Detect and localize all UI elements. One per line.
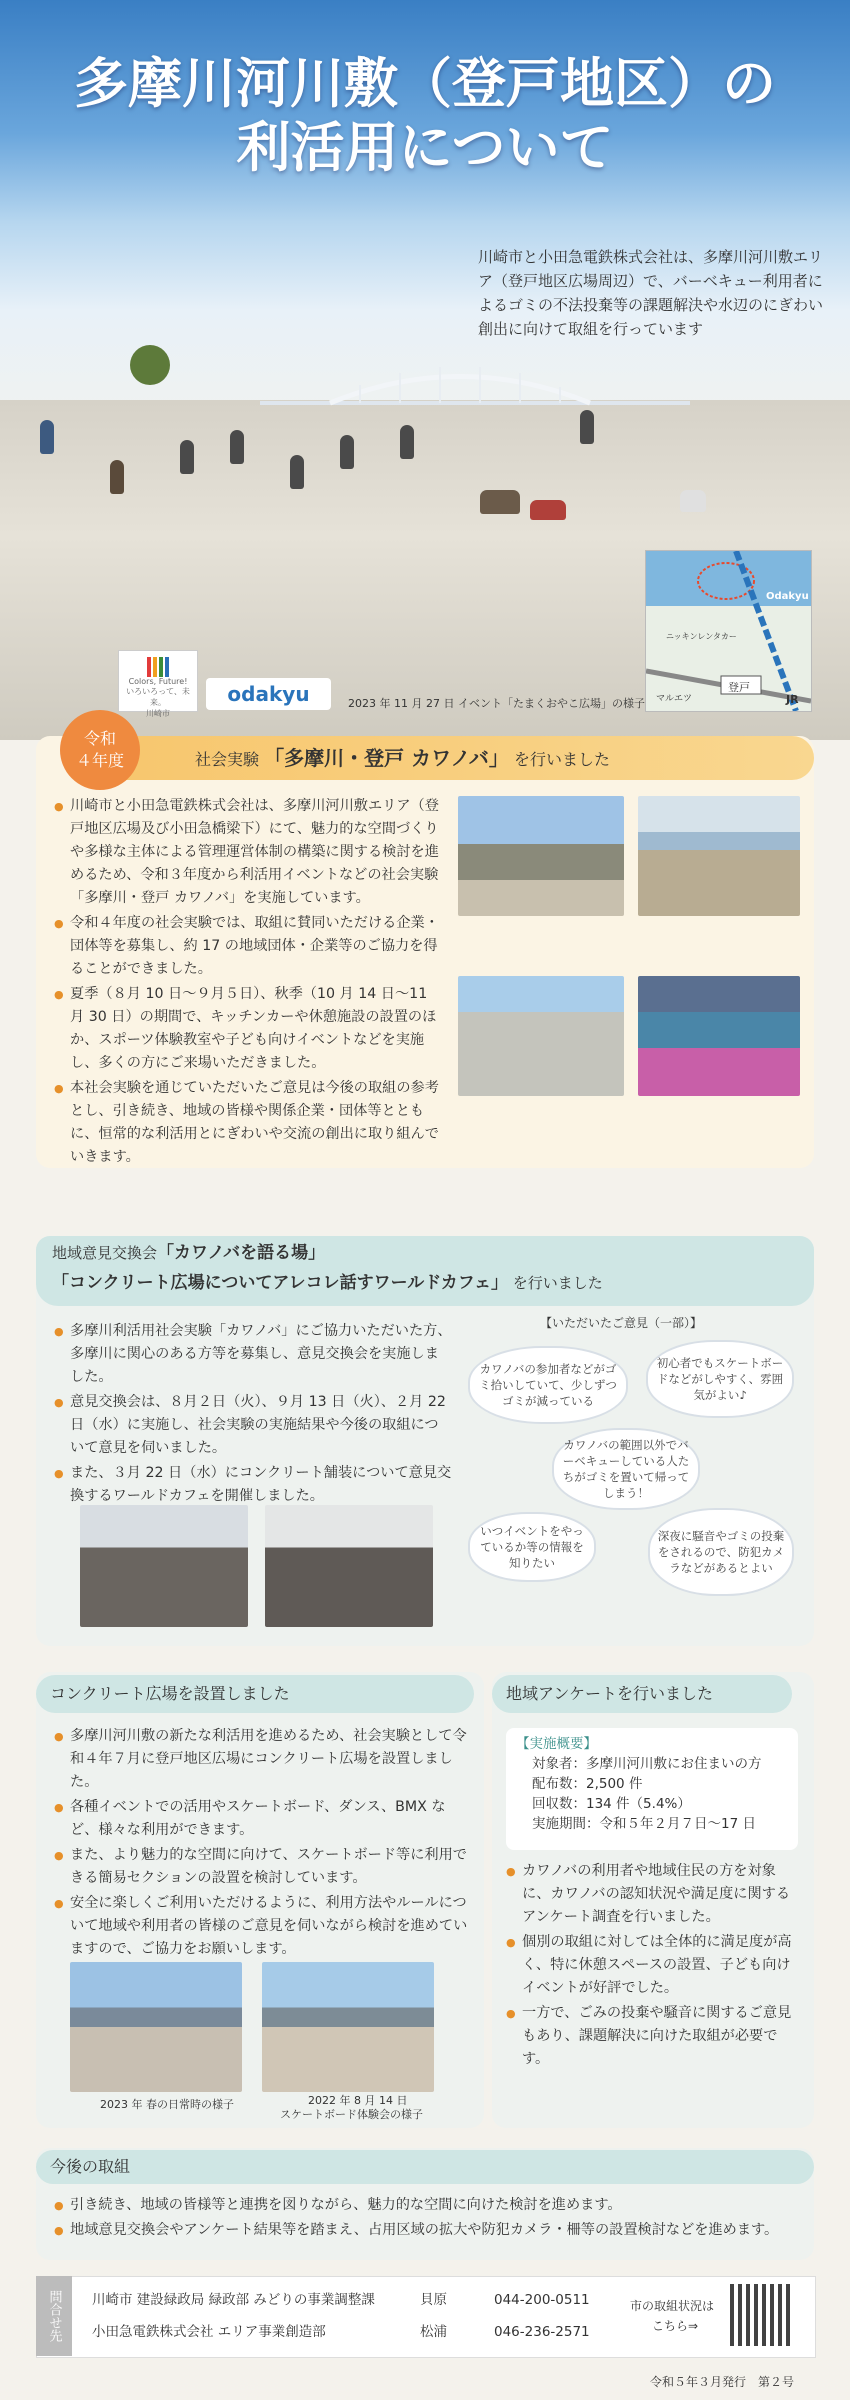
survey-summary-box: 【実施概要】 対象者：多摩川河川敷にお住まいの方 配布数：2,500 件 回収数：134 件（5.4%） 実施期間：令和５年２月７日～17 日 xyxy=(506,1728,798,1850)
list-item: ● 令和４年度の社会実験では、取組に賛同いただける企業・団体等を募集し、約 17 の地域団体・企業等のご協力を得ることができました。 xyxy=(54,912,444,981)
contact-phone[interactable]: 044-200-0511 xyxy=(494,2292,590,2308)
area-map: Odakyu ニッキンレンタカー 登戸 JR マルエツ xyxy=(645,550,812,712)
section3-title: コンクリート広場を設置しました xyxy=(50,1684,290,1703)
section2-title-line1: 地域意見交換会「カワノバを語る場」 xyxy=(52,1243,326,1263)
list-item: ● 夏季（８月 10 日～９月５日）、秋季（10 月 14 日～11 月 30 日）の期間で、キッチンカーや休憩施設の設置のほか、スポーツ体験教室や子ども向けイベントなどを実施し、多くの方にご来場いただきました。 xyxy=(54,983,444,1075)
list-item: ● 安全に楽しくご利用いただけるように、利用方法やルールについて地域や利用者の皆様のご意見を伺いながら検討を進めていますので、ご協力をお願いします。 xyxy=(54,1892,470,1961)
section1-title: 社会実験 「多摩川・登戸 カワノバ」 を行いました xyxy=(195,746,610,770)
issue-info: 令和５年３月発行 第２号 xyxy=(650,2375,795,2389)
list-item: ● また、より魅力的な空間に向けて、スケートボード等に利用できる簡易セクションの設置を検討しています。 xyxy=(54,1844,470,1890)
kitchen-car-photo xyxy=(458,796,624,916)
section4-title: 地域アンケートを行いました xyxy=(506,1684,714,1703)
section4-bullet-list xyxy=(506,1860,802,2073)
list-item: ● 引き続き、地域の皆様等と連携を図りながら、魅力的な空間に向けた検討を進めます。 xyxy=(54,2194,804,2217)
skateboard-event-photo xyxy=(262,1962,434,2092)
meeting-photo-2 xyxy=(265,1505,433,1627)
tree-icon xyxy=(130,345,170,385)
plaza-spring-photo xyxy=(70,1962,242,2092)
list-item: ● 多摩川利活用社会実験「カワノバ」にご協力いただいた方、多摩川に関心のある方等を募集し、意見交換会を実施しました。 xyxy=(54,1320,452,1389)
photo-caption: 2023 年 春の日常時の様子 xyxy=(100,2098,234,2111)
sports-event-photo xyxy=(458,976,624,1096)
kawasaki-logo: Colors, Future! いろいろって、未来。 川崎市 xyxy=(118,650,198,712)
bridge-illustration xyxy=(260,355,690,410)
rest-area-photo xyxy=(638,796,800,916)
section2-title-line2: 「コンクリート広場についてアレコレ話すワールドカフェ」 を行いました xyxy=(52,1273,603,1293)
contact-org-kawasaki: 川崎市 建設緑政局 緑政部 みどりの事業調整課 xyxy=(92,2292,375,2308)
section3-bullet-list xyxy=(54,1725,470,1963)
opinion-bubble: いつイベントをやっているか等の情報を知りたい xyxy=(468,1512,596,1582)
opinion-bubble: カワノバの参加者などがゴミ拾いしていて、少しずつゴミが減っている xyxy=(468,1346,628,1424)
list-item: ● 本社会実験を通じていただいたご意見は今後の取組の参考とし、引き続き、地域の皆様や関係企業・団体等とともに、恒常的な利活用とにぎわいや交流の創出に取り組んでいきます。 xyxy=(54,1077,444,1169)
list-item: ● 川崎市と小田急電鉄株式会社は、多摩川河川敷エリア（登戸地区広場及び小田急橋梁下）にて、魅力的な空間づくりや多様な主体による管理運営体制の構築に関する検討を進めるため、令和３年度から利活用イベントなどの社会実験「多摩川・登戸 カワノバ」を実施しています。 xyxy=(54,795,444,910)
list-item: ● 各種イベントでの活用やスケートボード、ダンス、BMX など、様々な利用ができます。 xyxy=(54,1796,470,1842)
list-item: ● 地域意見交換会やアンケート結果等を踏まえ、占用区域の拡大や防犯カメラ・柵等の設置検討などを進めます。 xyxy=(54,2219,804,2242)
list-item: ● カワノバの利用者や地域住民の方を対象に、カワノバの認知状況や満足度に関するアンケート調査を行いました。 xyxy=(506,1860,802,1929)
contact-box xyxy=(36,2276,816,2358)
contact-tab: 問合せ先 xyxy=(36,2276,72,2356)
opinions-heading: 【いただいたご意見（一部）】 xyxy=(540,1316,703,1330)
opinion-bubble: カワノバの範囲以外でバーベキューしている人たちがゴミを置いて帰ってしまう！ xyxy=(552,1428,700,1510)
list-item: ● 意見交換会は、８月２日（火）、９月 13 日（火）、２月 22 日（水）に実施し、社会実験の実施結果や今後の取組について意見を伺いました。 xyxy=(54,1391,452,1460)
page-title-line1: 多摩川河川敷（登戸地区）の xyxy=(74,52,776,115)
night-event-photo xyxy=(638,976,800,1096)
opinion-bubble: 深夜に騒音やゴミの投棄をされるので、防犯カメラなどがあるとよい xyxy=(648,1508,794,1596)
list-item: ● また、３月 22 日（水）にコンクリート舗装について意見交換するワールドカフェを開催しました。 xyxy=(54,1462,452,1508)
qr-code-icon[interactable] xyxy=(730,2284,792,2346)
contact-phone[interactable]: 046-236-2571 xyxy=(494,2324,590,2340)
photo-caption: 2022 年 8 月 14 日 xyxy=(308,2094,408,2107)
opinion-bubble: 初心者でもスケートボードなどがしやすく、雰囲気がよい♪ xyxy=(646,1340,794,1418)
reiwa4-badge: 令和 ４年度 xyxy=(60,710,140,790)
hero-section xyxy=(0,0,850,740)
section5-title: 今後の取組 xyxy=(50,2157,131,2176)
contact-person: 松浦 xyxy=(420,2324,447,2340)
list-item: ● 一方で、ごみの投棄や騒音に関するご意見もあり、課題解決に向けた取組が必要です。 xyxy=(506,2002,802,2071)
qr-label-line2: こちら⇒ xyxy=(652,2319,699,2333)
contact-person: 貝原 xyxy=(420,2292,447,2308)
odakyu-logo: odakyu xyxy=(206,678,331,710)
list-item: ● 個別の取組に対しては全体的に満足度が高く、特に休憩スペースの設置、子ども向けイベントが好評でした。 xyxy=(506,1931,802,2000)
section5-bullet-list xyxy=(54,2194,804,2244)
section2-bullet-list xyxy=(54,1320,452,1510)
photo-caption: スケートボード体験会の様子 xyxy=(280,2108,423,2121)
photo-caption: 2023 年 11 月 27 日 イベント「たまくおやこ広場」の様子 xyxy=(348,697,645,710)
section1-bullet-list xyxy=(54,795,444,1171)
section5-header-bar xyxy=(36,2150,814,2184)
page-title-line2: 利活用について xyxy=(236,116,614,179)
contact-org-odakyu: 小田急電鉄株式会社 エリア事業創造部 xyxy=(92,2324,326,2340)
qr-label-line1: 市の取組状況は xyxy=(630,2299,715,2313)
list-item: ● 多摩川河川敷の新たな利活用を進めるため、社会実験として令和４年７月に登戸地区広場にコンクリート広場を設置しました。 xyxy=(54,1725,470,1794)
meeting-photo-1 xyxy=(80,1505,248,1627)
intro-text: 川崎市と小田急電鉄株式会社は、多摩川河川敷エリア（登戸地区広場周辺）で、バーベキュー利用者によるゴミの不法投棄等の課題解決や水辺のにぎわい創出に向けて取組を行っています xyxy=(478,248,824,338)
